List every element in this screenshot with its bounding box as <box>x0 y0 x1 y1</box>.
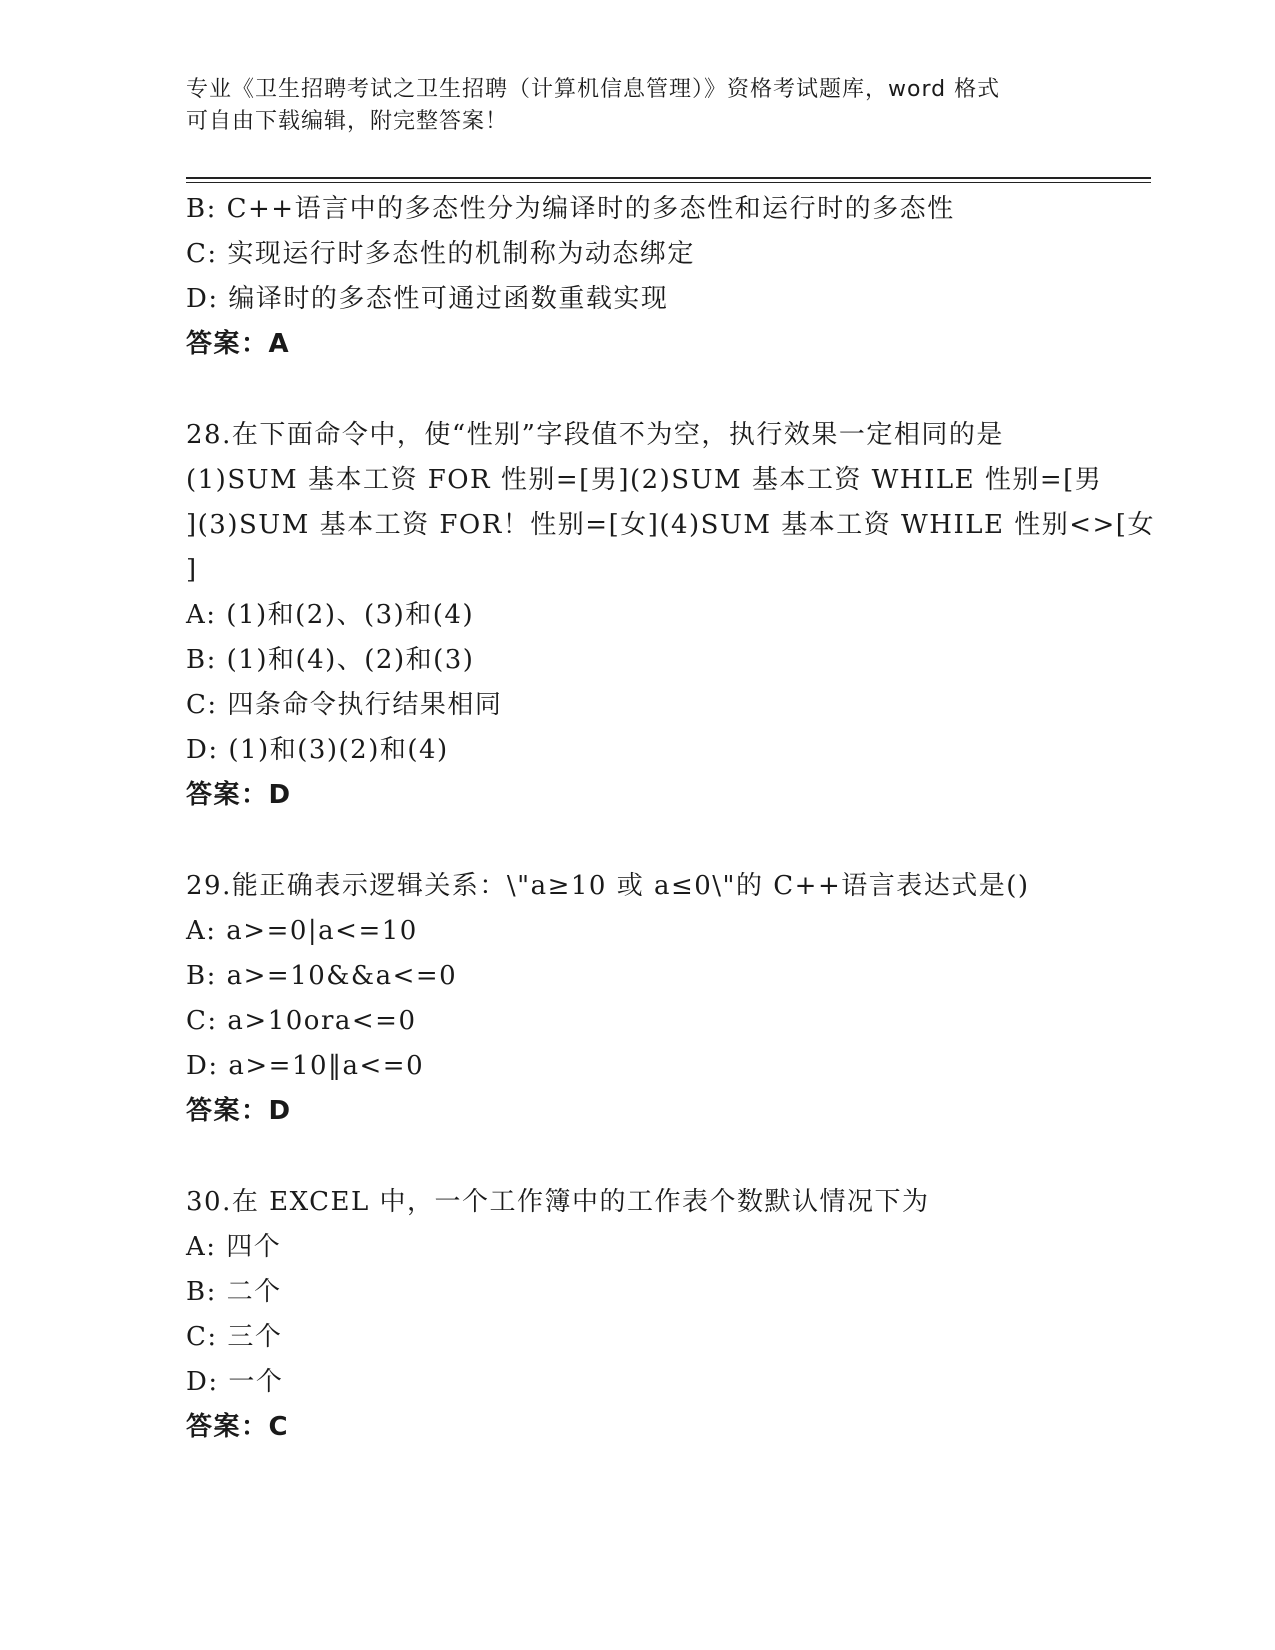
question-27 <box>186 187 1086 367</box>
option-d: D: 一个 <box>186 1367 284 1397</box>
question-28 <box>186 413 1155 818</box>
spacer <box>186 1134 1086 1180</box>
answer-label: 答案：A <box>186 329 291 359</box>
option-b: B: C++语言中的多态性分为编译时的多态性和运行时的多态性 <box>186 194 955 224</box>
header-title-line-2: 可自由下载编辑，附完整答案！ <box>186 109 509 134</box>
option-a: A: (1)和(2)、(3)和(4) <box>186 600 475 630</box>
option-c: C: 实现运行时多态性的机制称为动态绑定 <box>186 239 695 269</box>
option-b: B: 二个 <box>186 1277 282 1307</box>
option-a: A: 四个 <box>186 1232 282 1262</box>
header-divider-thin <box>186 182 1151 183</box>
option-d: D: (1)和(3)(2)和(4) <box>186 735 449 765</box>
question-stem-line: (1)SUM 基本工资 FOR 性别=[男](2)SUM 基本工资 WHILE 性别=[男 <box>186 465 1103 495</box>
question-stem: 29.能正确表示逻辑关系：\"a≥10 或 a≤0\"的 C++语言表达式是() <box>186 871 1030 901</box>
option-d: D: a>=10‖a<=0 <box>186 1051 425 1081</box>
spacer <box>186 818 1086 864</box>
question-stem-line: ](3)SUM 基本工资 FOR！性别=[女](4)SUM 基本工资 WHILE 性别<>[女 <box>186 510 1155 540</box>
question-30 <box>186 1180 1086 1450</box>
answer-label: 答案：D <box>186 780 292 810</box>
option-b: B: (1)和(4)、(2)和(3) <box>186 645 475 675</box>
spacer <box>186 367 1086 413</box>
question-stem: 30.在 EXCEL 中，一个工作簿中的工作表个数默认情况下为 <box>186 1187 930 1217</box>
option-a: A: a>=0|a<=10 <box>186 916 418 946</box>
header-divider-thick <box>186 177 1151 179</box>
option-b: B: a>=10&&a<=0 <box>186 961 458 991</box>
answer-label: 答案：D <box>186 1096 292 1126</box>
question-stem-line: ] <box>186 555 198 585</box>
option-c: C: 四条命令执行结果相同 <box>186 690 503 720</box>
option-c: C: 三个 <box>186 1322 283 1352</box>
document-header <box>186 74 1086 138</box>
answer-label: 答案：C <box>186 1412 290 1442</box>
option-d: D: 编译时的多态性可通过函数重载实现 <box>186 284 669 314</box>
question-list <box>186 187 1155 1450</box>
option-c: C: a>10ora<=0 <box>186 1006 417 1036</box>
question-29 <box>186 864 1086 1134</box>
question-stem-line: 28.在下面命令中，使“性别”字段值不为空，执行效果一定相同的是 <box>186 420 1004 450</box>
header-title-line-1: 专业《卫生招聘考试之卫生招聘（计算机信息管理）》资格考试题库，word 格式 <box>186 77 1001 102</box>
